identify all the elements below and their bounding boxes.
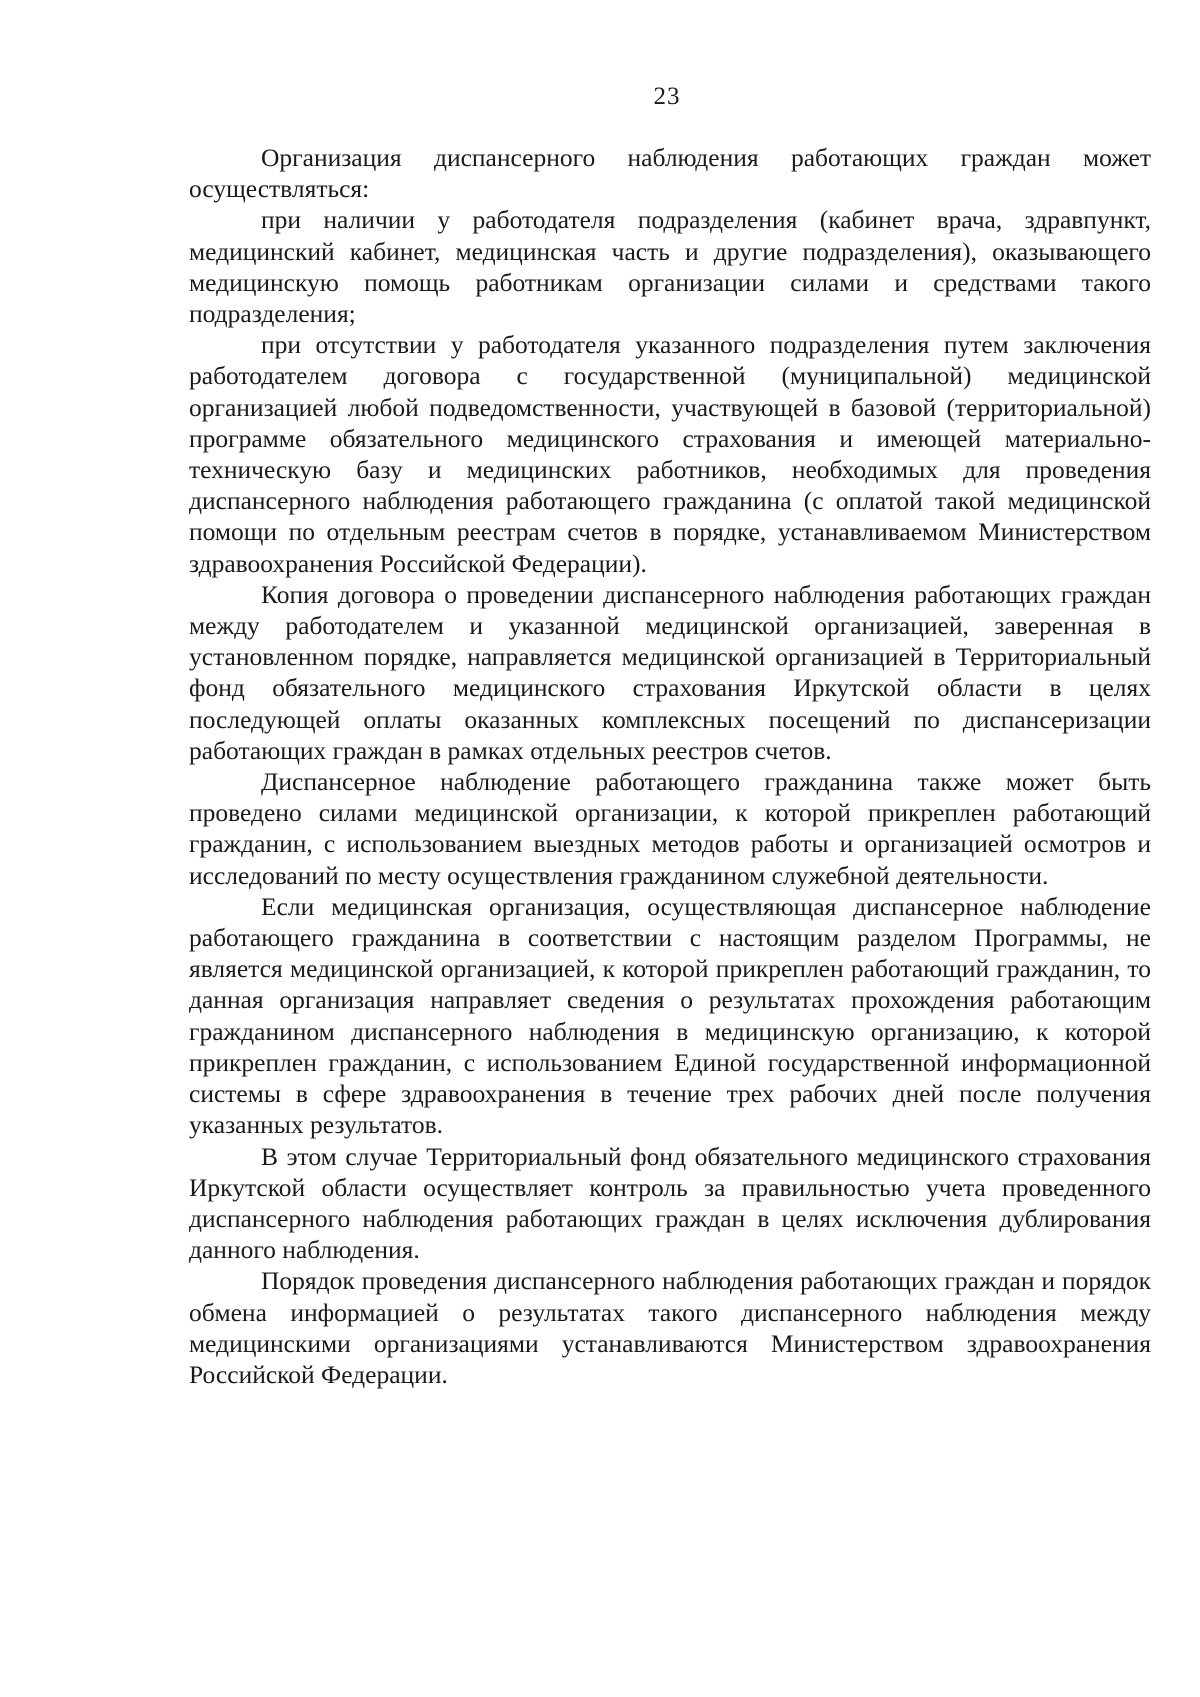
paragraph-2: при наличии у работодателя подразделения (кабинет врача, здравпункт, медицинский кабинет, медицинская часть и другие подразделения), оказывающего медицинскую помощь работникам организации силами и средствами такого подразделения; (189, 205, 1151, 329)
document-body (189, 142, 1151, 1390)
paragraph-8: Порядок проведения диспансерного наблюдения работающих граждан и порядок обмена информацией о результатах такого диспансерного наблюдения между медицинскими организациями устанавливаются Министерством здравоохранения Российской Федерации. (189, 1266, 1151, 1389)
paragraph-7: В этом случае Территориальный фонд обязательного медицинского страхования Иркутской области осуществляет контроль за правильностью учета проведенного диспансерного наблюдения работающих граждан в целях исключения дублирования данного наблюдения. (189, 1141, 1151, 1265)
paragraph-1: Организация диспансерного наблюдения работающих граждан может осуществляться: (189, 143, 1151, 204)
paragraph-3: при отсутствии у работодателя указанного подразделения путем заключения работодателем договора с государственной (муниципальной) медицинской организацией любой подведомственности, участвующей в базовой (территориальной) программе обязательного медицинского страхования и имеющей материально-техническую базу и медицинских работников, необходимых для проведения диспансерного наблюдения работающего гражданина (с оплатой такой медицинской помощи по отдельным реестрам счетов в порядке, устанавливаемом Министерством здравоохранения Российской Федерации). (189, 330, 1151, 578)
paragraph-4: Копия договора о проведении диспансерного наблюдения работающих граждан между работодателем и указанной медицинской организацией, заверенная в установленном порядке, направляется медицинской организацией в Территориальный фонд обязательного медицинского страхования Иркутской области в целях последующей оплаты оказанных комплексных посещений по диспансеризации работающих граждан в рамках отдельных реестров счетов. (189, 579, 1151, 765)
page-number: 23 (653, 83, 681, 110)
paragraph-6: Если медицинская организация, осуществляющая диспансерное наблюдение работающего гражданина в соответствии с настоящим разделом Программы, не является медицинской организацией, к которой прикреплен работающий гражданин, то данная организация направляет сведения о результатах прохождения работающим гражданином диспансерного наблюдения в медицинскую организацию, к которой прикреплен гражданин, с использованием Единой государственной информационной системы в сфере здравоохранения в течение трех рабочих дней после получения указанных результатов. (189, 891, 1151, 1140)
paragraph-5: Диспансерное наблюдение работающего гражданина также может быть проведено силами медицинской организации, к которой прикреплен работающий гражданин, с использованием выездных методов работы и организацией осмотров и исследований по месту осуществления гражданином служебной деятельности. (189, 767, 1151, 890)
